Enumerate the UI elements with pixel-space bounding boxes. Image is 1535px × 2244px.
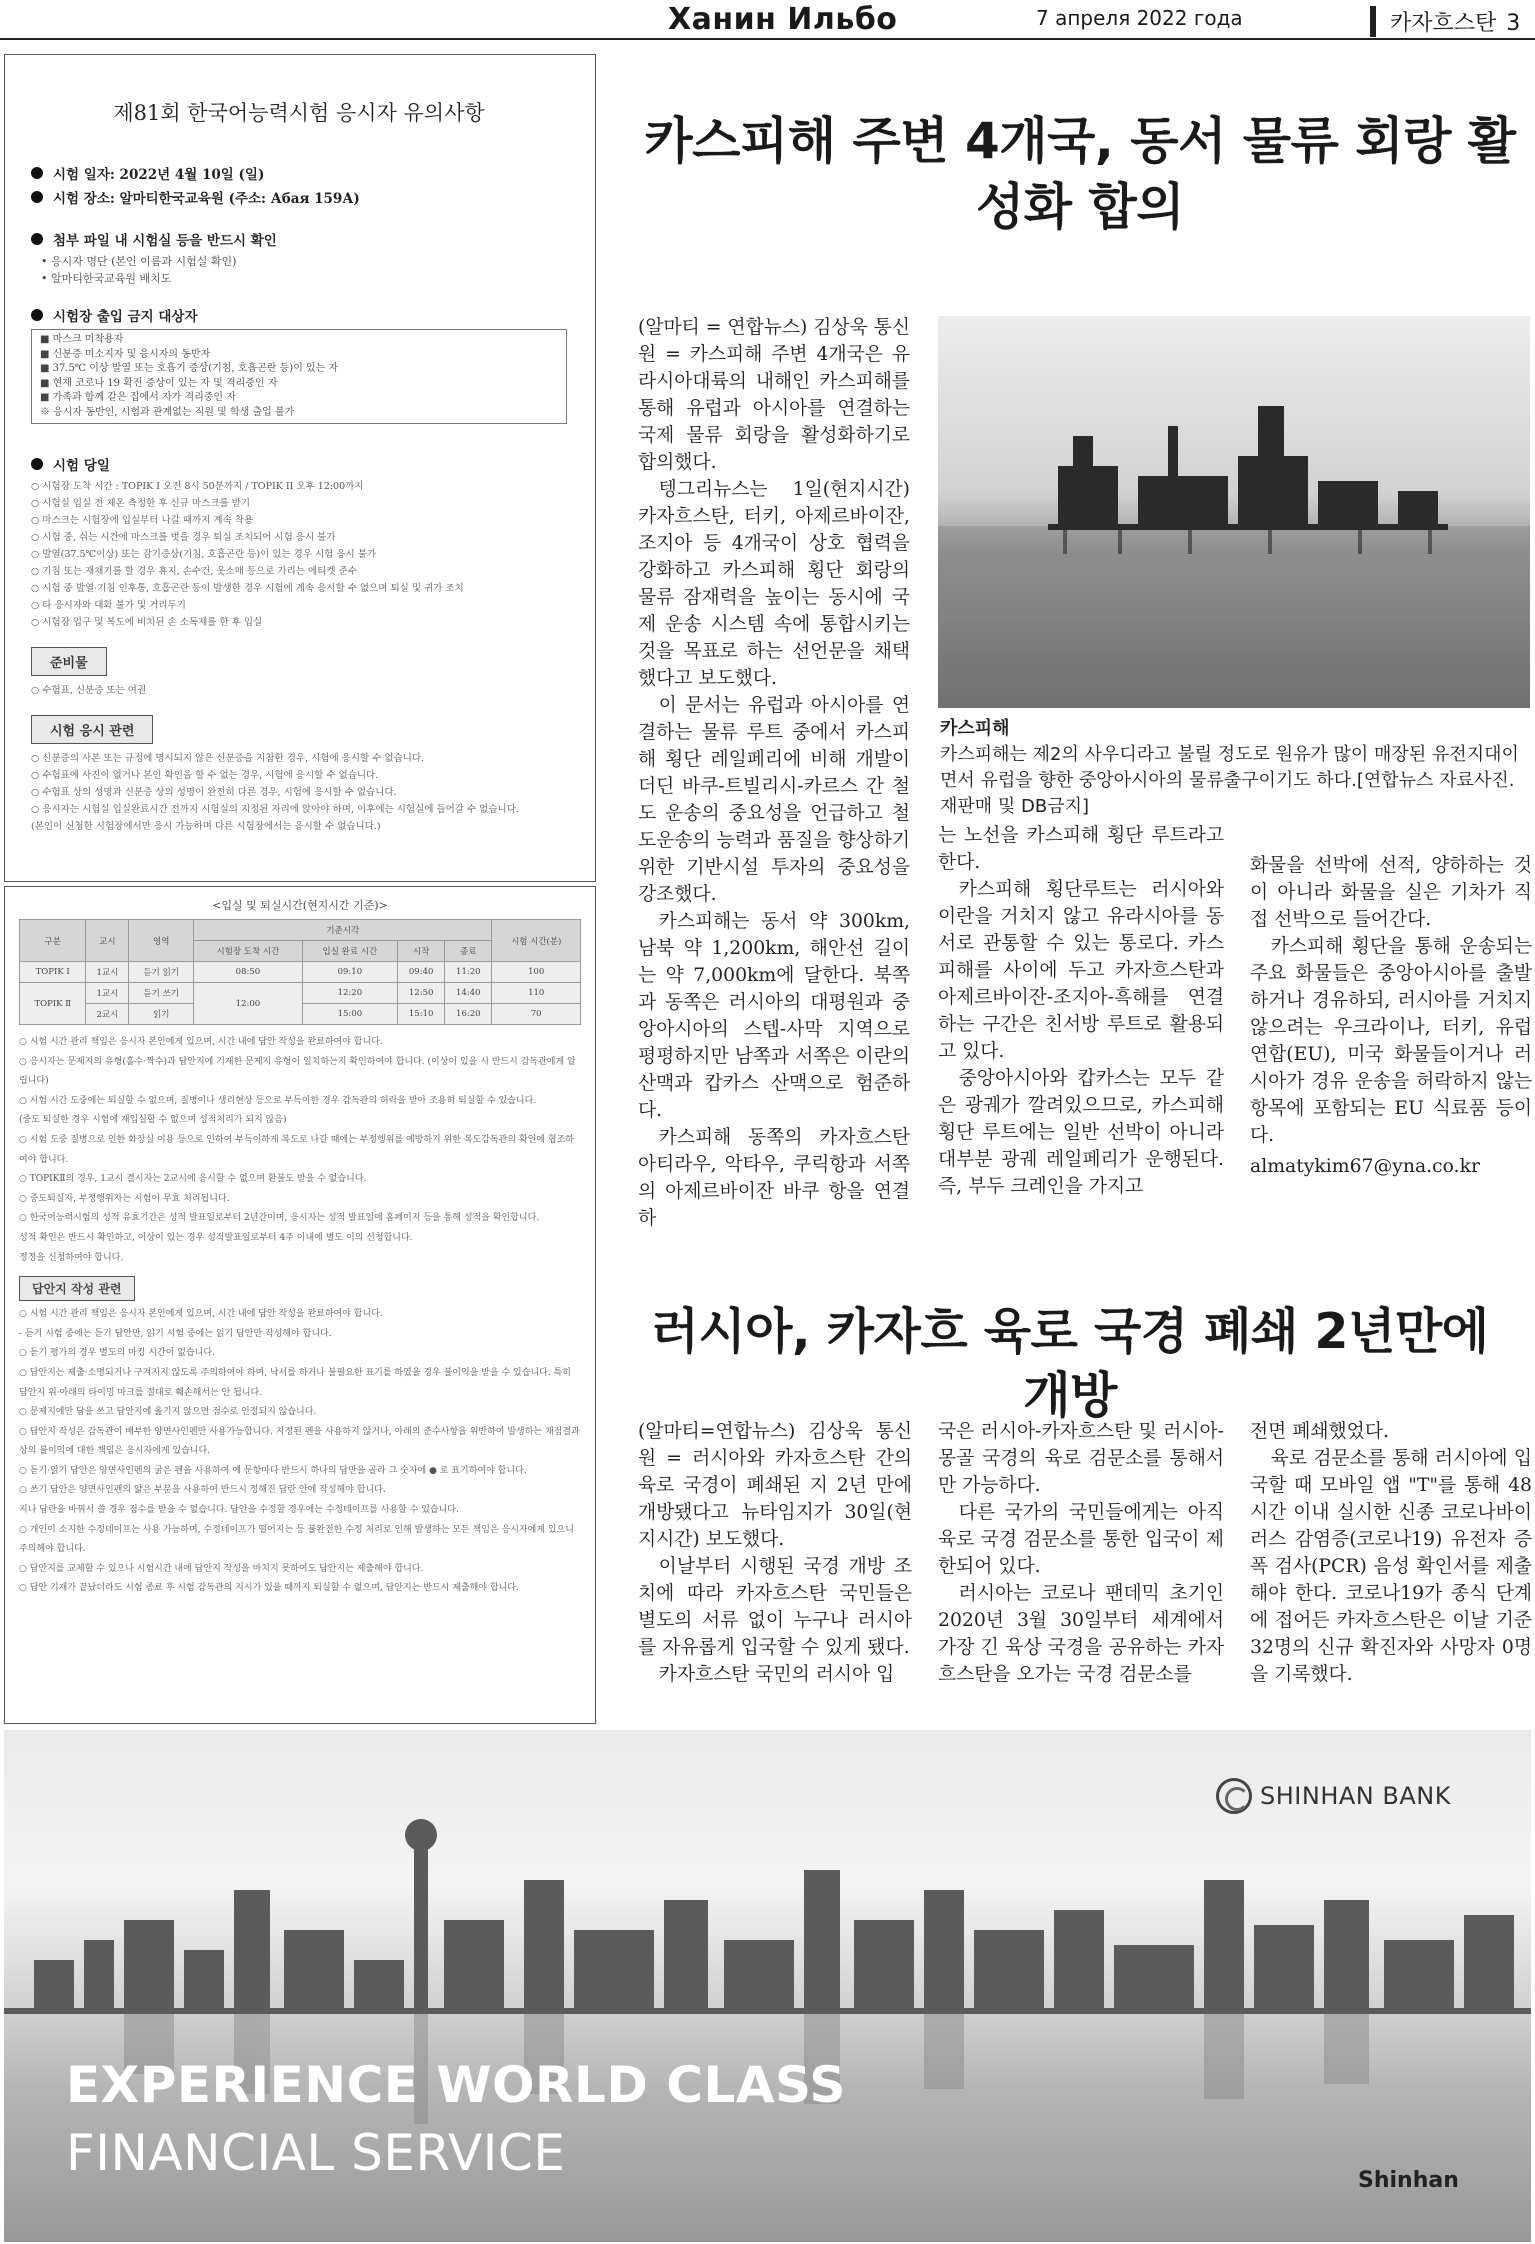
rule-line: ○ 응시자는 시험실 입실완료시간 전까지 시험실의 지정된 자리에 앉아야 하며, 이후에는 시험실에 들어갈 수 없습니다. [31,804,519,815]
table-cell: TOPIK Ⅰ [20,962,86,983]
caspian-oil-platform-photo [938,316,1530,708]
article1-column3 [1250,852,1532,1180]
article2-headline: 러시아, 카자흐 육로 국경 폐쇄 2년만에 개방 [651,1303,1489,1424]
masthead [0,0,1535,40]
ban-line: ■ 가족과 함께 같은 집에서 자가 격리중인 자 [40,392,236,403]
supplies-label: 준비물 [31,647,107,676]
ban-box [31,329,567,424]
table-header: 입실 완료 시간 [302,941,397,962]
photo-caption-text: 카스피해는 제2의 사우디라고 불릴 정도로 원유가 많이 매장된 유전지대이면서 유럽을 향한 중앙아시아의 물류출구이기도 하다.[연합뉴스 자료사진. 재판매 및 DB금지] [940,744,1519,817]
table-cell: 듣기 읽기 [129,962,194,983]
shinhan-brand: Shinhan [1358,2168,1459,2193]
ban-line: ■ 신분증 미소지자 및 응시자의 동반자 [40,348,211,360]
answer-sheet-label: 답안지 작성 관련 [19,1276,135,1301]
notice-line: ○ 시험 시간 관리 책임은 응시자 본인에게 있으며, 시간 내에 답안 작성을 완료하여야 합니다. [19,1037,383,1047]
article-paragraph: (알마티=연합뉴스) 김상욱 통신원 = 러시아와 카자흐스탄 간의 육로 국경이 폐쇄된 지 2년 만에 개방됐다고 뉴타임지가 30일(현지시간) 보도했다. [638,1421,912,1550]
table-cell: 09:40 [398,962,445,983]
bank-name: SHINHAN BANK [1260,1782,1451,1810]
notice-line: ○ 시험 시간 관리 책임은 응시자 본인에게 있으며, 시간 내에 답안 작성을 완료하여야 합니다. [19,1309,383,1320]
exam-notice-top [4,54,596,882]
ban-line: ■ 현재 코로나 19 확진 증상이 있는 자 및 격리중인 자 [40,377,278,389]
rule-line: ○ 수험표 상의 성명과 신분증 상의 성명이 완전히 다른 경우, 시험에 응시할 수 없습니다. [31,787,397,798]
day-line: ○ 타 응시자와 대화 불가 및 거리두기 [31,600,186,611]
ban-line: ※ 응시자 동반인, 시험과 관계없는 직원 및 학생 출입 불가 [40,406,295,418]
schedule-caption: <입실 및 퇴실시간(현지시간 기준)> [212,899,388,912]
day-line: ○ 시험장 도착 시간 : TOPIK I 오전 8시 50분까지 / TOPIK II 오후 12:00까지 [31,481,364,492]
article-paragraph: 카스피해는 동서 약 300km, 남북 약 1,200km, 해안선 길이는 약 7,000km에 달한다. 북쪽과 동쪽은 러시아의 대평원과 중앙아시아의 스텝-사막 지역으로 평평하지만 남쪽과 서쪽은 이란의 산맥과 캅카스 산맥으로 험준하다. [638,911,910,1121]
day-line: ○ 시험 중, 쉬는 시간에 마스크를 벗을 경우 퇴실 조치되어 시험 응시 불가 [31,532,336,543]
bullet-dot-icon [31,167,43,179]
notice-line: ○ 시험 시간 도중에는 퇴실할 수 없으며, 질병이나 생리현상 등으로 부득이한 경우 감독관의 허락을 받아 조용히 퇴실할 수 있습니다. [19,1095,537,1106]
article-paragraph: 러시아는 코로나 팬데믹 초기인 2020년 3월 30일부터 세계에서 가장 긴 육상 국경을 공유하는 카자흐스탄을 오가는 국경 검문소를 [938,1583,1224,1685]
table-cell: TOPIK Ⅱ [20,983,86,1025]
article-paragraph: 카자흐스탄 국민의 러시아 입 [658,1664,895,1685]
photo-caption [940,716,1530,820]
article1-headline: 카스피해 주변 4개국, 동서 물류 회랑 활성화 합의 [644,112,1516,236]
notice-line: ○ 쓰기 답안은 양면사인펜의 얇은 부분을 사용하여 반드시 정해진 답란 안에 작성해야 합니다. [19,1485,386,1496]
bullet-dot-icon [31,458,43,470]
notice-line: ○ 듣기 평가의 경우 별도의 마킹 시간이 없습니다. [19,1348,215,1359]
ban-line: ■ 37.5℃ 이상 발열 또는 호흡기 증상(기침, 호흡곤란 등)이 있는 자 [40,363,339,374]
photo-caption-title: 카스피해 [940,718,1010,739]
notice-line: ○ 답안지를 교체할 수 있으나 시험시간 내에 답안지 작성을 마치지 못하여도 답안지는 제출해야 합니다. [19,1563,424,1574]
article-paragraph: 이 문서는 유럽과 아시아를 연결하는 물류 루트 중에서 카스피해 횡단 레일페리에 비해 개발이 더딘 바쿠-트빌리시-카르스 간 철도 운송의 중요성을 언급하고 철도운송의 능력과 품질을 향상하기 위한 기반시설 투자의 중요성을 강조했다. [638,695,910,905]
table-cell: 1교시 [86,983,129,1004]
article-paragraph: (알마티 = 연합뉴스) 김상욱 통신원 = 카스피해 주변 4개국은 유라시아대륙의 내해인 카스피해를 통해 유럽과 아시아를 연결하는 국제 물류 회랑을 활성화하기로 합의했다. [638,317,910,473]
notice-line: ○ 응시자는 문제지의 유형(홀수·짝수)과 답안지에 기재한 문제지 유형이 일치하는지 확인하여야 합니다. (이상이 있을 시 반드시 감독관에게 알립니다) [19,1056,576,1087]
table-cell: 70 [492,1004,581,1025]
ban-line: ■ 마스크 미착용자 [40,334,124,345]
rule-line: ○ 수험표에 사진이 없거나 본인 확인을 할 수 없는 경우, 시험에 응시할 수 없습니다. [31,770,379,781]
article2-column3 [1250,1418,1532,1688]
table-cell: 08:50 [194,962,303,983]
article1-column2 [938,822,1224,1200]
exam-venue: 시험 장소: 알마티한국교육원 (주소: Абая 159А) [53,191,360,207]
bullet-dot-icon [31,309,43,321]
day-line: ○ 시험장 입구 및 복도에 비치된 손 소독제를 한 후 입실 [31,617,263,628]
ad-slogan-line2: FINANCIAL SERVICE [66,2124,566,2182]
article-paragraph: 화물을 선박에 선적, 양하하는 것이 아니라 화물을 실은 기차가 직접 선박으로 들어간다. [1250,855,1532,930]
notice-line: ○ 한국어능력시험의 성적 유효기간은 성적 발표일로부터 2년간이며, 응시자는 성적 발표일에 홈페이지 등을 통해 성적을 확인합니다. [19,1213,540,1224]
table-cell: 1교시 [86,962,129,983]
article-paragraph: 전면 폐쇄했었다. [1250,1421,1389,1442]
article-paragraph: 텡그리뉴스는 1일(현지시간) 카자흐스탄, 터키, 아제르바이잔, 조지아 등 4개국이 상호 협력을 강화하고 카스피해 횡단 회랑의 물류 잠재력을 높이는 동시에 국제 운송 시스템 속에 통합시키는 것을 목표로 하는 선언문을 채택했다고 보도했다. [638,479,910,689]
day-line: ○ 시험 중 발열·기침 인후통, 호흡곤란 등이 발생한 경우 시험에 계속 응시할 수 없으며 퇴실 및 귀가 조치 [31,583,464,594]
article-paragraph: 카스피해 횡단을 통해 운송되는 주요 화물들은 중앙아시아를 출발하거나 경유하되, 러시아를 거치지 않으려는 우크라이나, 터키, 유럽연합(EU), 미국 화물들이거나 러시아가 경유 운송을 허락하지 않는 항목에 포함되는 EU 식료품 등이다. [1250,936,1532,1146]
table-header: 구분 [20,920,86,962]
table-header: 시험장 도착 시간 [194,941,303,962]
table-header: 시작 [398,941,445,962]
ad-slogan-line1: EXPERIENCE WORLD CLASS [66,2056,846,2114]
notice-line: (중도 퇴실한 경우 시험에 재입실할 수 없으며 성적처리가 되지 않음) [19,1115,287,1126]
notice-line: 성적 확인은 반드시 확인하고, 이상이 있는 경우 성적발표일로부터 4주 이내에 별도 이의 신청합니다. [19,1232,413,1243]
notice-line: - 듣기 시험 중에는 듣기 답안만, 읽기 시험 중에는 읽기 답안만 작성해야 합니다. [19,1328,332,1339]
notice-line: ○ 중도퇴실자, 부정행위자는 시험이 무효 처리됩니다. [19,1193,230,1204]
article2-column1 [638,1418,912,1688]
article2-column2 [938,1418,1224,1688]
section-label [1370,6,1520,37]
author-email[interactable]: almatykim67@yna.co.kr [1250,1156,1480,1177]
day-line: ○ 기침 또는 재채기를 할 경우 휴지, 손수건, 옷소매 등으로 가리는 에티켓 준수 [31,566,357,577]
notice-title: 제81회 한국어능력시험 응시자 유의사항 [113,101,485,125]
table-cell: 110 [492,983,581,1004]
day-line: ○ 마스크는 시험장에 입실부터 나갈 때까지 계속 착용 [31,515,254,526]
table-cell: 09:10 [302,962,397,983]
notice-line: 정정을 신청하여야 합니다. [19,1252,124,1263]
shinhan-logo-icon [1216,1778,1252,1814]
shinhan-bank-ad[interactable] [4,1730,1531,2242]
table-cell: 11:20 [445,962,492,983]
rule-line: ○ 신분증의 사본 또는 규정에 명시되지 않은 신분증을 지참한 경우, 시험에 응시할 수 없습니다. [31,753,425,764]
table-cell: 100 [492,962,581,983]
exam-day-heading: 시험 당일 [53,458,110,474]
day-line: ○ 발열(37.5℃이상) 또는 감기증상(기침, 호흡곤란 등)이 있는 경우 시험 응시 불가 [31,549,377,560]
table-cell: 15:10 [398,1004,445,1025]
exam-notice-bottom [4,886,596,1724]
ban-section [31,305,567,424]
ban-heading: 시험장 출입 금지 대상자 [53,309,198,325]
article-paragraph: 카스피해 동쪽의 카자흐스탄 아티라우, 악타우, 쿠릭항과 서쪽의 아제르바이잔 바쿠 항을 연결하 [638,1127,910,1229]
table-cell: 2교시 [86,1004,129,1025]
notice-line: ○ 듣기·읽기 답안은 양면사인펜의 굵은 펜을 사용하여 예 문항마다 반드시 하나의 답만을 골라 그 숫자에 ● 로 표기하여야 합니다. [19,1465,527,1476]
table-header: 영역 [129,920,194,962]
check-section [31,229,567,287]
notice-line: ○ 문제지에만 답을 쓰고 답안지에 옮기지 않으면 점수로 인정되지 않습니다. [19,1407,317,1418]
article1-column1 [638,314,910,1232]
article-paragraph: 이날부터 시행된 국경 개방 조치에 따라 카자흐스탄 국민들은 별도의 서류 없이 누구나 러시아를 자유롭게 입국할 수 있게 됐다. [638,1556,912,1658]
table-cell: 12:00 [194,983,303,1025]
notice-line: ○ 답안 기재가 끝났더라도 시험 종료 후 시험 감독관의 지시가 있을 때까지 퇴실할 수 없으며, 답안지는 반드시 제출해야 합니다. [19,1583,519,1594]
bullet-dot-icon [31,191,43,203]
table-row [20,983,581,1004]
check-line: • 알마티한국교육원 배치도 [41,272,172,285]
article-paragraph: 국은 러시아-카자흐스탄 및 러시아-몽골 국경의 육로 검문소를 통해서만 가능하다. [938,1421,1224,1496]
table-cell: 12:20 [302,983,397,1004]
exam-date: 시험 일자: 2022년 4월 10일 (일) [53,167,265,183]
notice-line: ○ 답안지 작성은 감독관이 배부한 양면사인펜만 사용가능합니다. 지정된 펜을 사용하지 않거나, 아래의 준수사항을 위반하여 발생하는 채점결과상의 불이익에 대한 책임은 응시자에게 있습니다. [19,1426,580,1457]
table-cell: 듣기 쓰기 [129,983,194,1004]
table-cell: 읽기 [129,1004,194,1025]
shinhan-bank-logo [1216,1778,1451,1814]
issue-date: 7 апреля 2022 года [1036,6,1243,30]
notice-line: ○ 시험 도중 질병으로 인한 화장실 이용 등으로 인하여 부득이하게 복도로 나갈 때에는 부정행위를 예방하기 위한 복도감독관의 확인에 협조하여야 합니다. [19,1134,574,1165]
notice-line: ○ 개인이 소지한 수정테이프는 사용 가능하며, 수정테이프가 떨어지는 등 불완전한 수정 처리로 인해 발생하는 모든 책임은 응시자에게 있으니 주의해야 합니다. [19,1524,574,1555]
notice-line: ○ 답안지는 제출·소명되거나 구겨지지 않도록 주의하여야 하며, 낙서를 하거나 불필요한 표기를 하였을 경우 불이익을 받을 수 있습니다. 특히 답안지 위·아래의 타이밍 마크를 절대로 훼손해서는 안 됩니다. [19,1367,571,1398]
table-header-row [20,920,581,941]
newspaper-name: Ханин Ильбо [668,2,898,37]
exam-day-section [31,454,567,631]
table-row [20,962,581,983]
notice-line: ○ TOPIKⅡ의 경우, 1교시 결시자는 2교시에 응시할 수 없으며 환불도 받을 수 없습니다. [19,1174,367,1185]
notice-line: 지나 답란을 바꿔서 쓸 경우 점수를 받을 수 없습니다. 답안을 수정할 경우에는 수정테이프를 사용할 수 있습니다. [19,1505,459,1516]
oil-platform-image [938,316,1530,708]
table-header: 기준시각 [194,920,492,941]
article-paragraph: 다른 국가의 국민들에게는 아직 육로 국경 검문소를 통한 입국이 제한되어 있다. [938,1502,1224,1577]
section-name: 카자흐스탄 [1390,11,1497,36]
table-cell: 15:00 [302,1004,397,1025]
check-line: • 응시자 명단 (본인 이름과 시험실 확인) [41,255,237,268]
page-number: 3 [1506,11,1521,36]
schedule-table [19,919,581,1025]
day-line: ○ 시험실 입실 전 체온 측정한 후 신규 마스크를 받기 [31,498,251,509]
exam-rules-label: 시험 응시 관련 [31,715,153,744]
article-paragraph: 중앙아시아와 캅카스는 모두 같은 광궤가 깔려있으므로, 카스피해 횡단 루트에는 일반 선박이 아니라 대부분 광궤 레일페리가 운행된다. 즉, 부두 크레인을 가지고 [938,1068,1224,1197]
rule-line: (본인이 신청한 시험장에서만 응시 가능하며 다른 시험장에서는 응시할 수 없습니다.) [31,821,381,832]
article-paragraph: 는 노선을 카스피해 횡단 루트라고 한다. [938,825,1224,873]
exam-info [31,163,567,207]
table-cell: 14:40 [445,983,492,1004]
check-heading: 첨부 파일 내 시험실 등을 반드시 확인 [53,233,277,249]
bullet-dot-icon [31,233,43,245]
table-header: 종료 [445,941,492,962]
article-paragraph: 육로 검문소를 통해 러시아에 입국할 때 모바일 앱 "T"를 통해 48시간 이내 실시한 신종 코로나바이러스 감염증(코로나19) 유전자 증폭 검사(PCR) 음성 확인서를 제출해야 한다. 코로나19가 종식 단계에 접어든 카자흐스탄은 이날 기준 32명의 신규 확진자와 사망자 0명을 기록했다. [1250,1448,1532,1685]
table-cell: 16:20 [445,1004,492,1025]
table-cell: 12:50 [398,983,445,1004]
supplies-line: ○ 수험표, 신분증 또는 여권 [31,685,147,696]
table-header: 시험 시간(분) [492,920,581,962]
article-paragraph: 카스피해 횡단루트는 러시아와 이란을 거치지 않고 유라시아를 동서로 관통할 수 있는 통로다. 카스피해를 사이에 두고 카자흐스탄과 아제르바이잔-조지아-흑해를 연결하는 구간은 친서방 루트로 활용되고 있다. [938,879,1224,1062]
table-header: 교시 [86,920,129,962]
